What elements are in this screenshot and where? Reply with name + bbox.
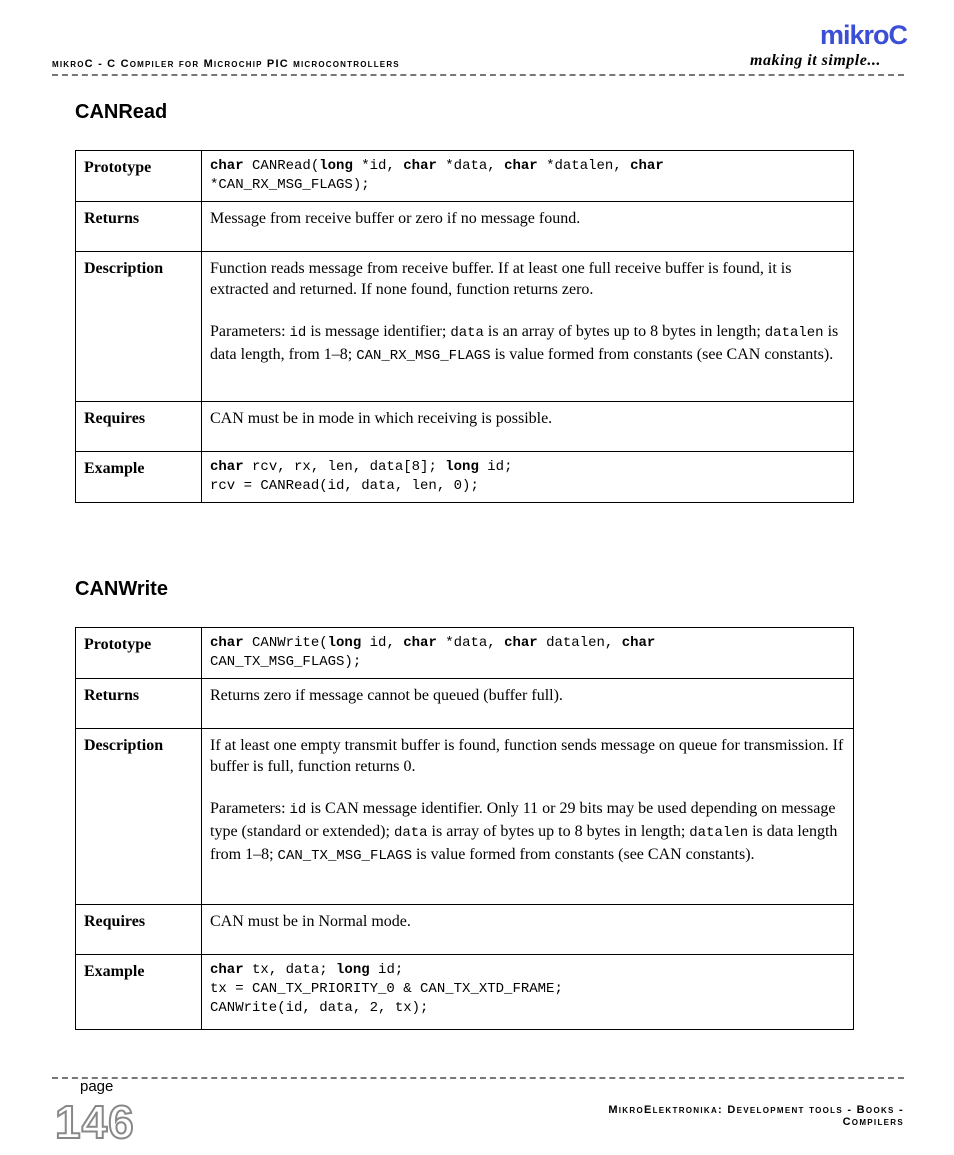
prototype-label: Prototype [76, 151, 202, 202]
example-code: char rcv, rx, len, data[8]; long id; rcv = CANRead(id, data, len, 0); [202, 452, 854, 503]
returns-text: Returns zero if message cannot be queued (buffer full). [202, 679, 854, 729]
requires-label: Requires [76, 402, 202, 452]
header-slogan: making it simple... [750, 52, 881, 69]
returns-label: Returns [76, 679, 202, 729]
example-label: Example [76, 452, 202, 503]
description-text: If at least one empty transmit buffer is found, function sends message on queue for transmission. If buffer is full, function returns 0. Parameters: id is CAN message identifier. Only 11 or 29 bits may be used depending on message type (standard or extended); data is array of bytes up to 8 bytes in length; datalen is data length from 1–8; CAN_TX_MSG_FLAGS is value formed from constants (see CAN constants). [202, 729, 854, 905]
page-number: 146 [55, 1096, 135, 1148]
prototype-label: Prototype [76, 628, 202, 679]
example-code: char tx, data; long id; tx = CAN_TX_PRIORITY_0 & CAN_TX_XTD_FRAME; CANWrite(id, data, 2, tx); [202, 955, 854, 1030]
header-title: mikroC - C Compiler for Microchip PIC microcontrollers [52, 58, 400, 70]
returns-label: Returns [76, 202, 202, 252]
description-text: Function reads message from receive buffer. If at least one full receive buffer is found, it is extracted and returned. If none found, function returns zero. Parameters: id is message identifier; data is an array of bytes up to 8 bytes in length; datalen is data length, from 1–8; CAN_RX_MSG_FLAGS is value formed from constants (see CAN constants). [202, 252, 854, 402]
header-divider [52, 74, 904, 76]
description-label: Description [76, 252, 202, 402]
description-label: Description [76, 729, 202, 905]
requires-label: Requires [76, 905, 202, 955]
footer-publisher: MikroElektronika: Development tools - Books - Compilers [608, 1104, 904, 1128]
canread-table [75, 150, 854, 503]
requires-text: CAN must be in mode in which receiving is possible. [202, 402, 854, 452]
returns-text: Message from receive buffer or zero if no message found. [202, 202, 854, 252]
section-heading-canread: CANRead [75, 101, 168, 123]
requires-text: CAN must be in Normal mode. [202, 905, 854, 955]
mikroc-logo: mikroC [820, 20, 908, 50]
footer-divider [52, 1077, 904, 1079]
section-heading-canwrite: CANWrite [75, 578, 168, 600]
example-label: Example [76, 955, 202, 1030]
page-label: page [80, 1078, 114, 1095]
prototype-code: char CANRead(long *id, char *data, char *datalen, char *CAN_RX_MSG_FLAGS); [202, 151, 854, 202]
prototype-code: char CANWrite(long id, char *data, char datalen, char CAN_TX_MSG_FLAGS); [202, 628, 854, 679]
canwrite-table [75, 627, 854, 1030]
